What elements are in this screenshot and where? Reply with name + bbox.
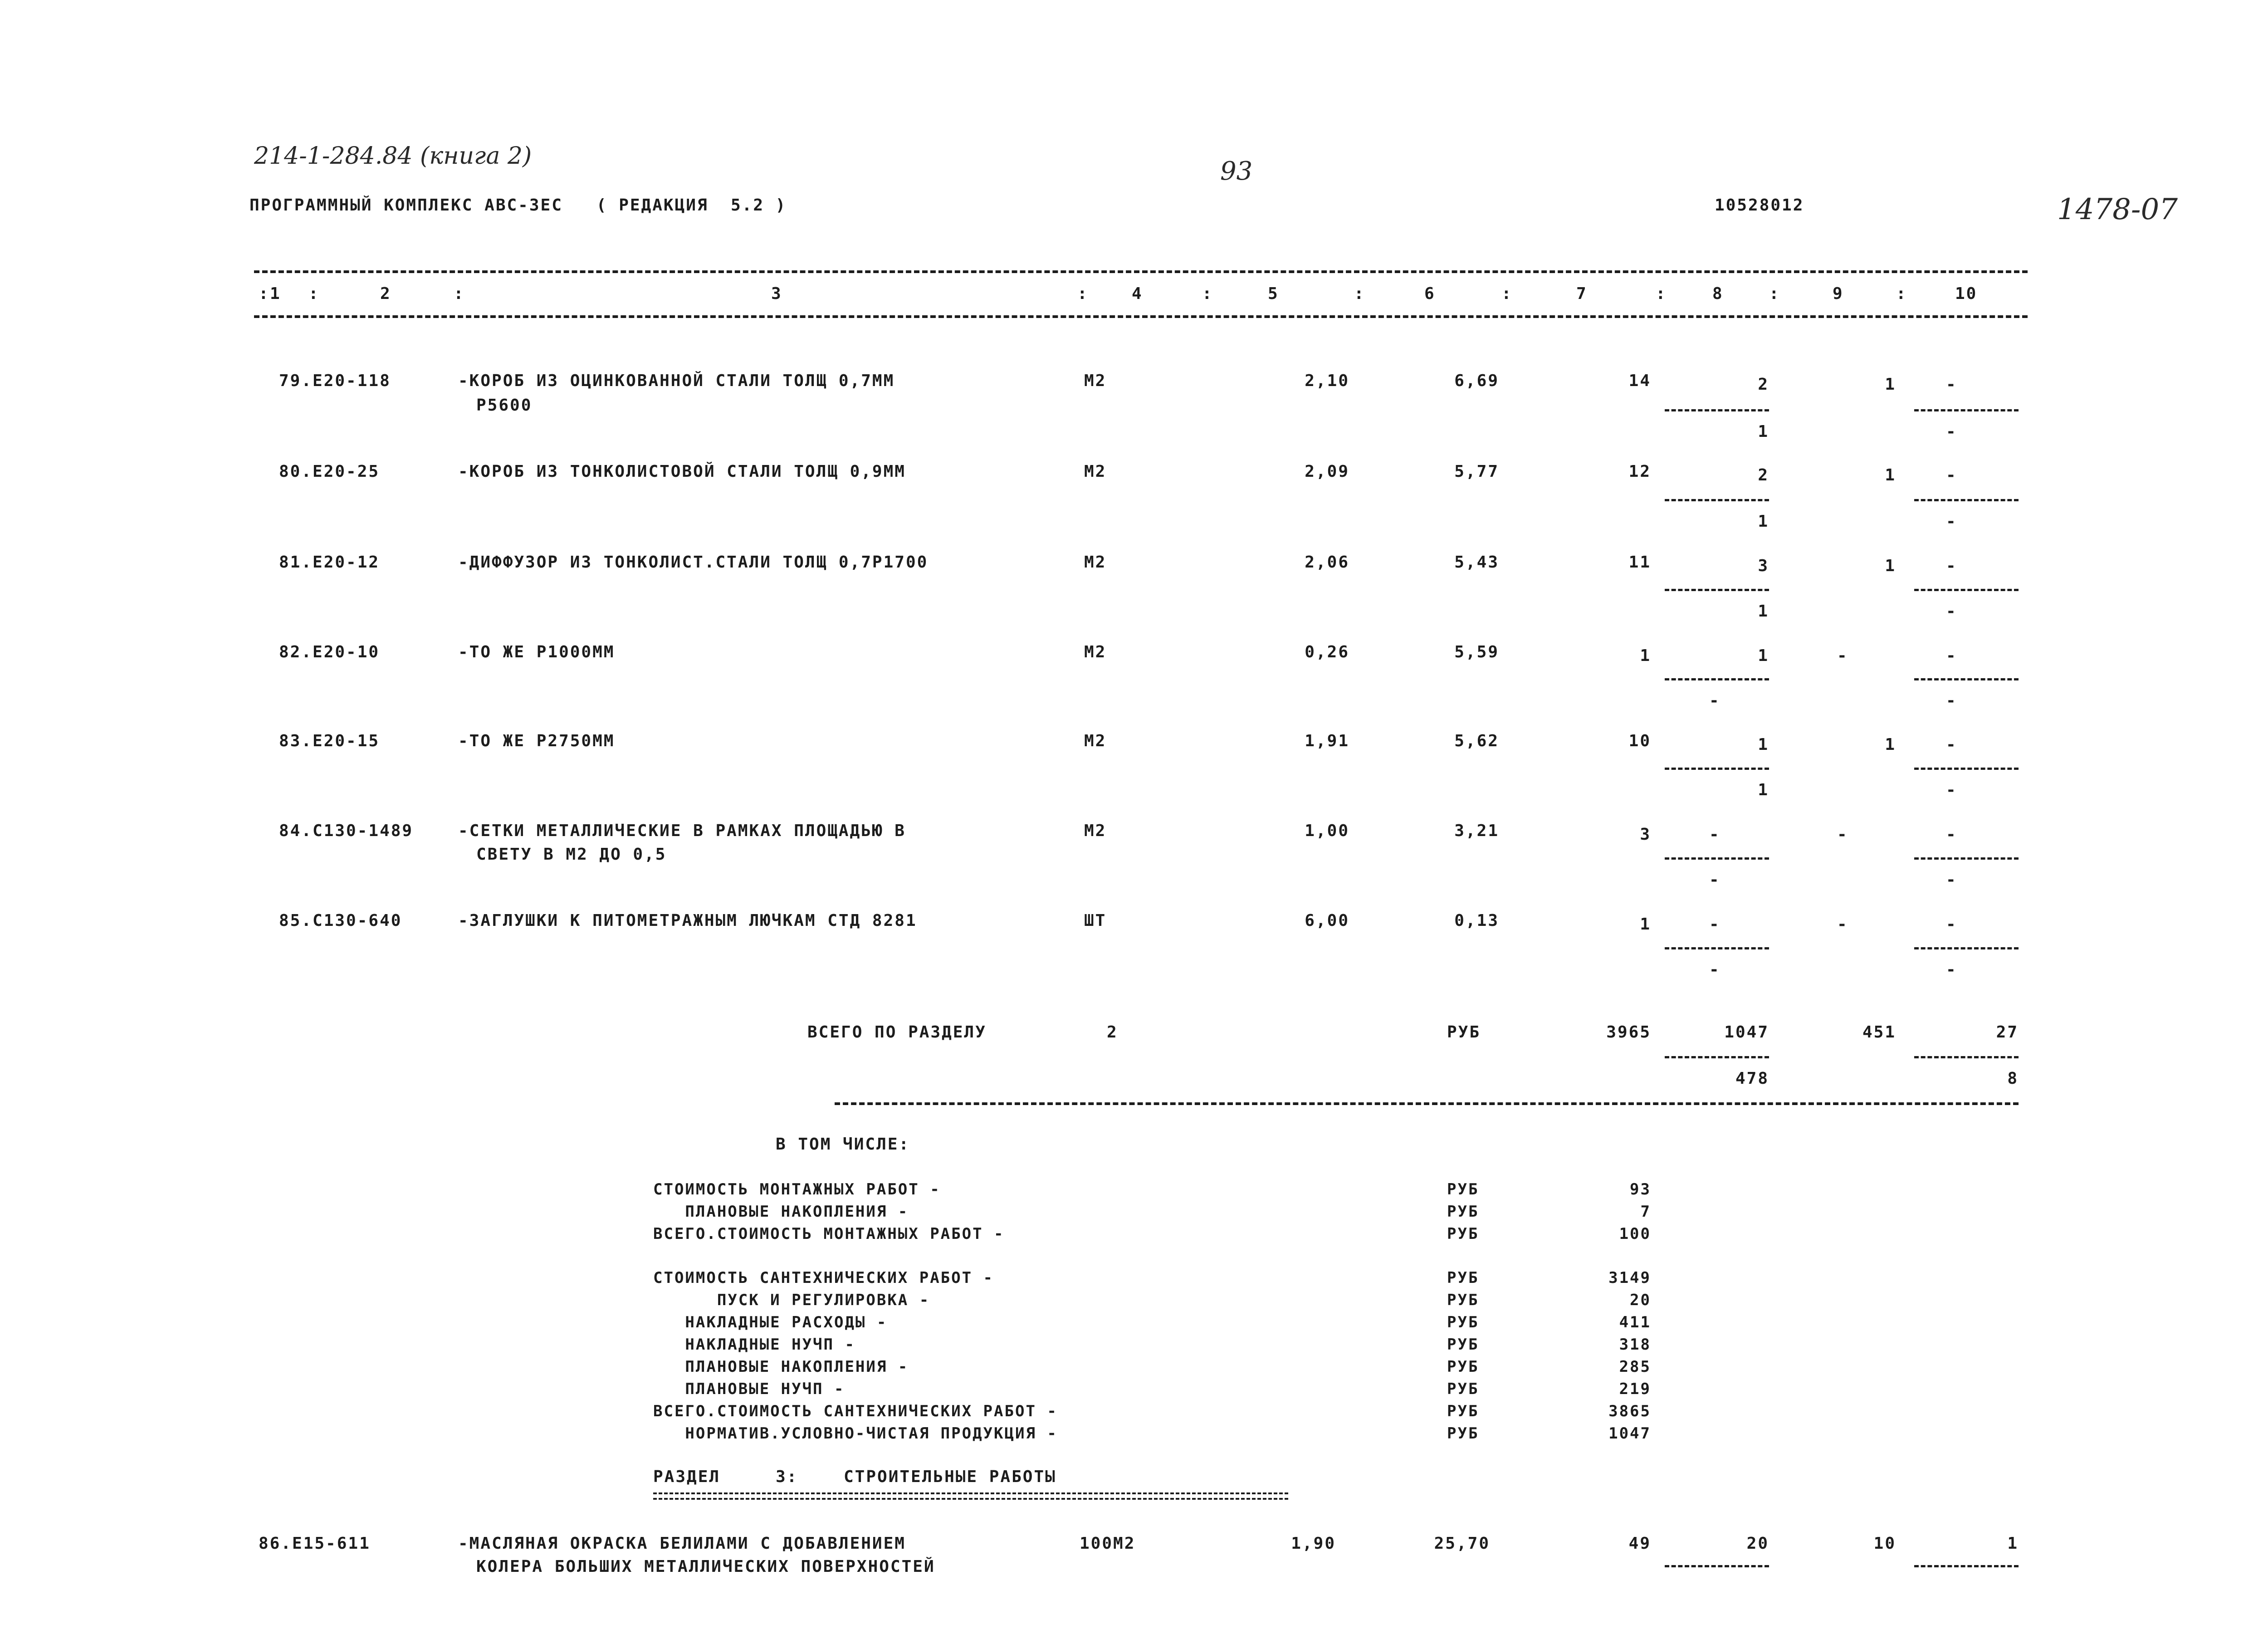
row-quantity: 2,10 [1305, 372, 1349, 390]
row-col8: - [1709, 825, 1721, 844]
breakdown-value: 318 [1619, 1336, 1651, 1354]
header-bottom-rule [254, 315, 2028, 318]
row-number: 85.С130-640 [279, 911, 402, 930]
row-number: 80.Е20-25 [279, 462, 380, 481]
document-code: 10528012 [1715, 196, 1804, 215]
row-col9: - [1837, 915, 1848, 934]
breakdown-label: ПЛАНОВЫЕ НАКОПЛЕНИЯ - [653, 1203, 909, 1221]
row-number: 81.Е20-12 [279, 553, 380, 572]
row-quantity: 2,06 [1305, 553, 1349, 572]
section-total-col9: 451 [1862, 1023, 1896, 1042]
row-col8: 2 [1758, 466, 1769, 484]
section-total-rule [835, 1102, 2019, 1105]
row-price: 25,70 [1434, 1534, 1490, 1553]
col-header-4: 4 [1132, 284, 1143, 303]
row-quantity: 1,90 [1291, 1534, 1336, 1553]
row-col10-sub: - [1946, 602, 1957, 621]
row-unit: М2 [1084, 372, 1107, 390]
row-col8-sub: - [1709, 871, 1721, 889]
col-header-7: 7 [1576, 284, 1588, 303]
breakdown-label: СТОИМОСТЬ МОНТАЖНЫХ РАБОТ - [653, 1180, 941, 1199]
row-unit: М2 [1084, 643, 1107, 661]
row-col10: - [1946, 466, 1957, 484]
row-col10-sub: - [1946, 512, 1957, 531]
row-description: -ДИФФУЗОР ИЗ ТОНКОЛИСТ.СТАЛИ ТОЛЩ 0,7Р1700 [458, 553, 929, 572]
breakdown-unit: РУБ [1447, 1203, 1479, 1221]
row-price: 0,13 [1454, 911, 1499, 930]
breakdown-label: ПЛАНОВЫЕ НАКОПЛЕНИЯ - [653, 1358, 909, 1376]
row-total: 10 [1628, 732, 1651, 750]
row-unit: М2 [1084, 822, 1107, 840]
row-col10: - [1946, 825, 1957, 844]
breakdown-unit: РУБ [1447, 1269, 1479, 1287]
row-description-cont: СВЕТУ В М2 ДО 0,5 [476, 845, 667, 864]
section-total-value: 3965 [1606, 1023, 1651, 1042]
breakdown-value: 219 [1619, 1380, 1651, 1398]
row-total: 3 [1640, 825, 1651, 844]
col-header-3: 3 [771, 284, 782, 303]
row-col9: 1 [1885, 735, 1896, 754]
breakdown-label: ПУСК И РЕГУЛИРОВКА - [653, 1291, 930, 1309]
row-col8: 20 [1746, 1534, 1769, 1553]
row-quantity: 0,26 [1305, 643, 1349, 661]
program-complex-title: ПРОГРАММНЫЙ КОМПЛЕКС АВС-ЗЕС ( РЕДАКЦИЯ 5.2 ) [249, 196, 787, 215]
row-number: 86.Е15-611 [259, 1534, 371, 1553]
row-description: -ТО ЖЕ Р2750ММ [458, 732, 615, 750]
col-header-8: 8 [1712, 284, 1724, 303]
section-total-col8-sub: 478 [1735, 1069, 1769, 1088]
page-number: 93 [1220, 157, 1253, 186]
row-price: 3,21 [1454, 822, 1499, 840]
section-underline [653, 1492, 1288, 1494]
row-col9: 1 [1885, 466, 1896, 484]
row-description-cont: КОЛЕРА БОЛЬШИХ МЕТАЛЛИЧЕСКИХ ПОВЕРХНОСТЕЙ [476, 1557, 935, 1576]
row-price: 5,62 [1454, 732, 1499, 750]
row-col8: - [1709, 915, 1721, 934]
row-unit: М2 [1084, 462, 1107, 481]
section-total-col10: 27 [1996, 1023, 2019, 1042]
row-col8-sub: - [1709, 691, 1721, 710]
breakdown-label: НАКЛАДНЫЕ НУЧП - [653, 1336, 855, 1354]
row-price: 6,69 [1454, 372, 1499, 390]
row-number: 83.Е20-15 [279, 732, 380, 750]
row-unit: М2 [1084, 553, 1107, 572]
breakdown-value: 1047 [1608, 1424, 1651, 1443]
breakdown-value: 3865 [1608, 1402, 1651, 1420]
breakdown-value: 93 [1630, 1180, 1651, 1199]
breakdown-label: ПЛАНОВЫЕ НУЧП - [653, 1380, 845, 1398]
row-quantity: 6,00 [1305, 911, 1349, 930]
breakdown-value: 100 [1619, 1225, 1651, 1243]
breakdown-label: ВСЕГО.СТОИМОСТЬ САНТЕХНИЧЕСКИХ РАБОТ - [653, 1402, 1058, 1420]
row-col10: - [1946, 557, 1957, 575]
row-number: 82.Е20-10 [279, 643, 380, 661]
row-col9: 1 [1885, 557, 1896, 575]
breakdown-unit: РУБ [1447, 1225, 1479, 1243]
row-col8-sub: - [1709, 960, 1721, 979]
row-total: 1 [1640, 915, 1651, 934]
row-col8: 1 [1758, 646, 1769, 665]
breakdown-value: 3149 [1608, 1269, 1651, 1287]
breakdown-value: 7 [1640, 1203, 1651, 1221]
breakdown-value: 20 [1630, 1291, 1651, 1309]
col-header-5: 5 [1268, 284, 1279, 303]
col-header-2: 2 [380, 284, 391, 303]
col-header-10: 10 [1955, 284, 1978, 303]
archive-stamp: 1478-07 [2057, 193, 2178, 226]
row-col10: 1 [2007, 1534, 2019, 1553]
breakdown-unit: РУБ [1447, 1358, 1479, 1376]
row-col10-sub: - [1946, 960, 1957, 979]
breakdown-unit: РУБ [1447, 1291, 1479, 1309]
row-col10-sub: - [1946, 871, 1957, 889]
row-col10: - [1946, 915, 1957, 934]
row-col10-sub: - [1946, 781, 1957, 799]
breakdown-label: НОРМАТИВ.УСЛОВНО-ЧИСТАЯ ПРОДУКЦИЯ - [653, 1424, 1058, 1443]
breakdown-value: 285 [1619, 1358, 1651, 1376]
document-reference: 214-1-284.84 (книга 2) [254, 142, 532, 170]
row-col8: 1 [1758, 735, 1769, 754]
breakdown-unit: РУБ [1447, 1402, 1479, 1420]
row-col10: - [1946, 735, 1957, 754]
col-header-9: 9 [1833, 284, 1844, 303]
section-total-number: 2 [1107, 1023, 1118, 1042]
row-unit: М2 [1084, 732, 1107, 750]
breakdown-label: НАКЛАДНЫЕ РАСХОДЫ - [653, 1313, 888, 1331]
breakdown-label: ВСЕГО.СТОИМОСТЬ МОНТАЖНЫХ РАБОТ - [653, 1225, 1005, 1243]
section-total-label: ВСЕГО ПО РАЗДЕЛУ [807, 1023, 987, 1042]
section-total-col8: 1047 [1724, 1023, 1769, 1042]
row-total: 49 [1628, 1534, 1651, 1553]
row-unit: ШТ [1084, 911, 1107, 930]
breakdown-unit: РУБ [1447, 1180, 1479, 1199]
col-header-1: 1 [270, 284, 281, 303]
breakdown-unit: РУБ [1447, 1313, 1479, 1331]
section-label: РАЗДЕЛ [653, 1468, 721, 1486]
breakdown-title: В ТОМ ЧИСЛЕ: [776, 1135, 910, 1154]
row-number: 84.С130-1489 [279, 822, 414, 840]
row-description-cont: Р5600 [476, 396, 533, 415]
row-price: 5,59 [1454, 643, 1499, 661]
row-total: 11 [1628, 553, 1651, 572]
row-col9: - [1837, 646, 1848, 665]
row-quantity: 2,09 [1305, 462, 1349, 481]
section-total-col10-sub: 8 [2007, 1069, 2019, 1088]
breakdown-unit: РУБ [1447, 1424, 1479, 1443]
col-header-6: 6 [1424, 284, 1436, 303]
row-price: 5,43 [1454, 553, 1499, 572]
header-top-rule [254, 270, 2028, 273]
row-col9: 1 [1885, 375, 1896, 394]
row-col8: 3 [1758, 557, 1769, 575]
row-description: -ЗАГЛУШКИ К ПИТОМЕТРАЖНЫМ ЛЮЧКАМ СТД 8281 [458, 911, 917, 930]
row-description: -ТО ЖЕ Р1000ММ [458, 643, 615, 661]
row-col10: - [1946, 646, 1957, 665]
row-quantity: 1,00 [1305, 822, 1349, 840]
row-col8-sub: 1 [1758, 781, 1769, 799]
row-description: -КОРОБ ИЗ ОЦИНКОВАННОЙ СТАЛИ ТОЛЩ 0,7ММ [458, 372, 895, 390]
row-col10-sub: - [1946, 422, 1957, 441]
row-total: 1 [1640, 646, 1651, 665]
row-number: 79.Е20-118 [279, 372, 391, 390]
row-price: 5,77 [1454, 462, 1499, 481]
row-description: -КОРОБ ИЗ ТОНКОЛИСТОВОЙ СТАЛИ ТОЛЩ 0,9ММ [458, 462, 906, 481]
row-col9: - [1837, 825, 1848, 844]
row-col8-sub: 1 [1758, 422, 1769, 441]
row-col9: 10 [1873, 1534, 1896, 1553]
row-col8: 2 [1758, 375, 1769, 394]
section-title: СТРОИТЕЛЬНЫЕ РАБОТЫ [844, 1468, 1056, 1486]
row-total: 12 [1628, 462, 1651, 481]
row-col10: - [1946, 375, 1957, 394]
breakdown-unit: РУБ [1447, 1380, 1479, 1398]
row-description: -СЕТКИ МЕТАЛЛИЧЕСКИЕ В РАМКАХ ПЛОЩАДЬЮ В [458, 822, 906, 840]
row-total: 14 [1628, 372, 1651, 390]
breakdown-value: 411 [1619, 1313, 1651, 1331]
row-unit: 100М2 [1080, 1534, 1136, 1553]
breakdown-label: СТОИМОСТЬ САНТЕХНИЧЕСКИХ РАБОТ - [653, 1269, 994, 1287]
row-col8-sub: 1 [1758, 512, 1769, 531]
row-col8-sub: 1 [1758, 602, 1769, 621]
section-number: 3: [776, 1468, 798, 1486]
row-quantity: 1,91 [1305, 732, 1349, 750]
breakdown-unit: РУБ [1447, 1336, 1479, 1354]
row-col10-sub: - [1946, 691, 1957, 710]
section-total-unit: РУБ [1447, 1023, 1481, 1042]
row-description: -МАСЛЯНАЯ ОКРАСКА БЕЛИЛАМИ С ДОБАВЛЕНИЕМ [458, 1534, 906, 1553]
